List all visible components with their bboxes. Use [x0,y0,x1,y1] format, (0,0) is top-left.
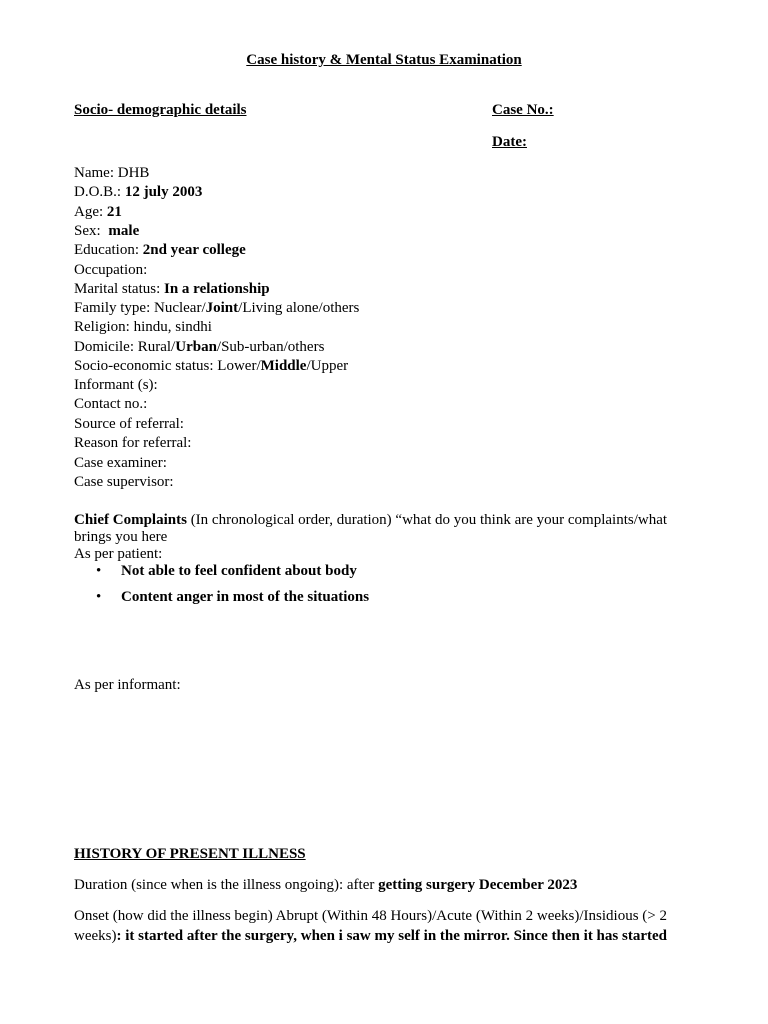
education-label: Education: [74,242,143,258]
family-type-selected: Joint [205,300,239,316]
marital-status-field [74,280,270,299]
as-per-informant-label: As per informant: [74,677,181,693]
name-field [74,164,149,183]
onset-value: : it started after the surgery, when i saw my self in the mirror. Since then it has started [116,928,667,944]
source-of-referral-field: Source of referral: [74,416,184,432]
case-number-label: Case No.: [492,102,554,118]
sex-label: Sex: [74,223,105,239]
bullet-icon: • [96,563,102,579]
as-per-patient-label: As per patient: [74,546,163,562]
date-label: Date: [492,134,527,150]
marital-status-value: In a relationship [164,281,270,297]
sex-field [74,222,139,241]
socio-demographic-heading: Socio- demographic details [74,102,247,118]
history-heading: HISTORY OF PRESENT ILLNESS [74,846,306,862]
domicile-selected: Urban [175,339,217,355]
onset-field-line2 [74,927,667,946]
family-type-field [74,299,359,318]
age-field [74,203,122,222]
family-type-label: Family type: Nuclear/ [74,300,206,316]
family-type-options: /Living alone/others [238,300,360,316]
occupation-field: Occupation: [74,262,148,278]
case-examiner-field: Case examiner: [74,455,167,471]
ses-selected: Middle [260,358,307,374]
bullet-icon: • [96,589,102,605]
education-field [74,241,246,260]
chief-complaints-instructions-cont: brings you here [74,529,168,545]
duration-field [74,876,577,895]
contact-field: Contact no.: [74,396,148,412]
complaint-item: Not able to feel confident about body [121,563,357,579]
socio-economic-status-field [74,357,348,376]
name-value: DHB [117,165,150,181]
dob-field [74,183,202,202]
informant-field: Informant (s): [74,377,158,393]
religion-field: Religion: hindu, sindhi [74,319,212,335]
dob-label: D.O.B.: [74,184,125,200]
domicile-options: /Sub-urban/others [216,339,325,355]
education-value: 2nd year college [142,242,246,258]
age-value: 21 [106,204,122,220]
age-label: Age: [74,204,107,220]
name-label: Name: [74,165,118,181]
duration-value: getting surgery December 2023 [378,877,578,893]
onset-label-cont: weeks) [74,928,117,944]
ses-options: /Upper [306,358,349,374]
ses-label: Socio-economic status: Lower/ [74,358,261,374]
domicile-label: Domicile: Rural/ [74,339,176,355]
chief-complaints-heading: Chief Complaints [74,512,187,528]
sex-value: male [108,223,140,239]
onset-field-line1: Onset (how did the illness begin) Abrupt (Within 48 Hours)/Acute (Within 2 weeks)/Insidious (> 2 [74,908,667,924]
chief-complaints-instructions: (In chronological order, duration) “what do you think are your complaints/what [186,512,668,528]
complaint-item: Content anger in most of the situations [121,589,370,605]
duration-label: Duration (since when is the illness ongoing): after [74,877,379,893]
chief-complaints-paragraph [74,512,667,529]
case-supervisor-field: Case supervisor: [74,474,174,490]
document-title: Case history & Mental Status Examination [246,52,522,68]
marital-status-label: Marital status: [74,281,164,297]
reason-for-referral-field: Reason for referral: [74,435,192,451]
domicile-field [74,338,324,357]
dob-value: 12 july 2003 [124,184,203,200]
